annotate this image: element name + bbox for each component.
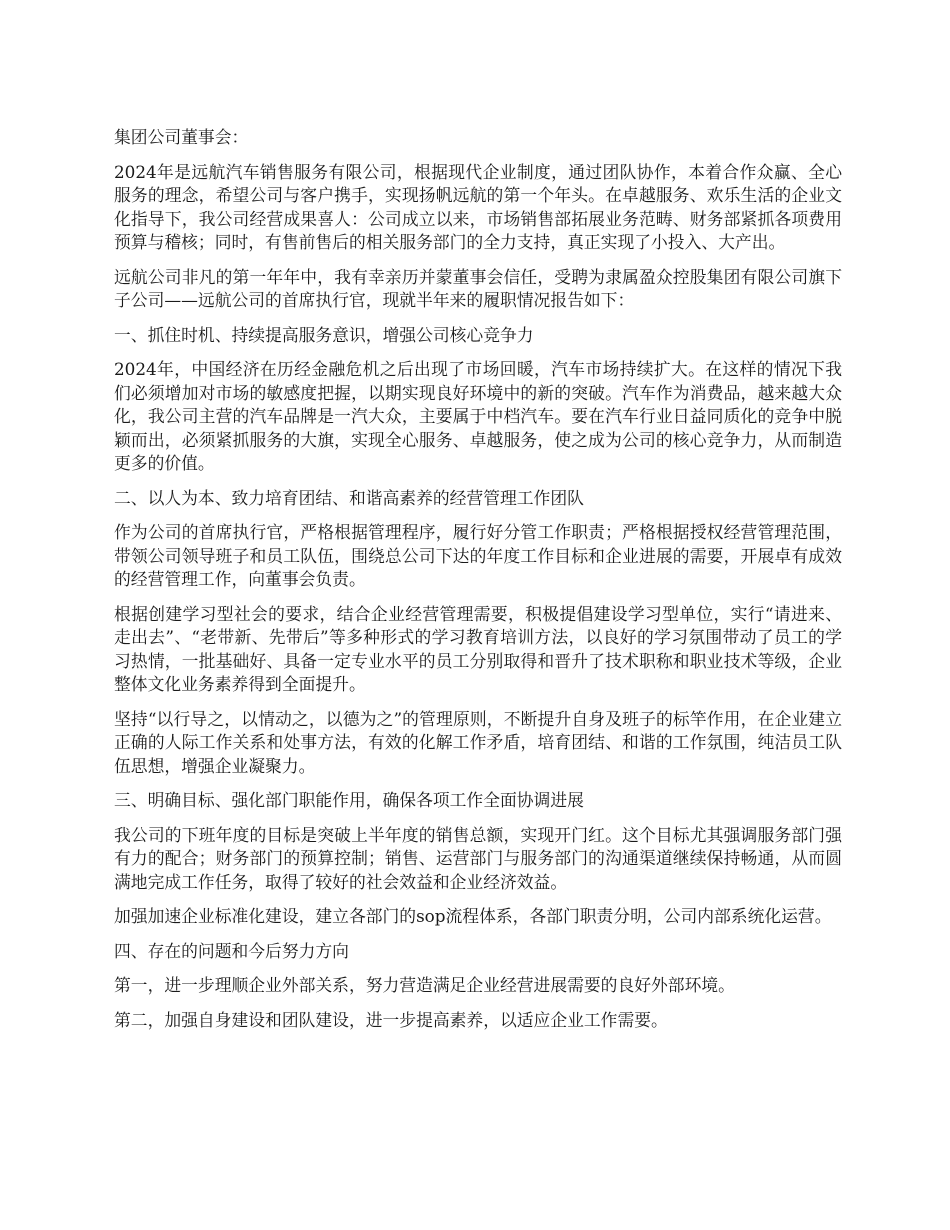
paragraph-direction-1: 第一，进一步理顺企业外部关系，努力营造满足企业经营进展需要的良好外部环境。 <box>114 975 735 995</box>
paragraph-goals: 我公司的下班年度的目标是突破上半年度的销售总额，实现开门红。这个目标尤其强调服务部门强有力的配合；财务部门的预算控制；销售、运营部门与服务部门的沟通渠道继续保持畅通，从而圆满地完成工作任务，取得了较好的社会效益和企业经济效益。 <box>114 824 842 892</box>
paragraph-ceo-duties: 作为公司的首席执行官，严格根据管理程序，履行好分管工作职责；严格根据授权经营管理范围，带领公司领导班子和员工队伍，围绕总公司下达的年度工作目标和企业进展的需要，开展卓有成效的经营管理工作，向董事会负责。 <box>114 522 842 589</box>
section-heading-1: 一、抓住时机、持续提高服务意识，增强公司核心竞争力 <box>114 324 534 345</box>
paragraph-market: 2024年，中国经济在历经金融危机之后出现了市场回暖，汽车市场持续扩大。在这样的情况下我们必须增加对市场的敏感度把握，以期实现良好环境中的新的突破。汽车作为消费品，越来越大众化，我公司主营的汽车品牌是一汽大众，主要属于中档汽车。要在汽车行业日益同质化的竞争中脱颖而出，必须紧抓服务的大旗，实现全心服务、卓越服务，使之成为公司的核心竞争力，从而制造更多的价值。 <box>114 359 842 473</box>
section-heading-3: 三、明确目标、强化部门职能作用，确保各项工作全面协调进展 <box>114 790 584 810</box>
paragraph-principles: 坚持“以行导之，以情动之，以德为之”的管理原则，不断提升自身及班子的标竿作用，在企业建立正确的人际工作关系和处事方法，有效的化解工作矛盾，培育团结、和谐的工作氛围，纯洁员工队伍思想，增强企业凝聚力。 <box>114 708 842 776</box>
paragraph-intro: 2024年是远航汽车销售服务有限公司，根据现代企业制度，通过团队协作，本着合作众赢、全心服务的理念，希望公司与客户携手，实现扬帆远航的第一个年头。在卓越服务、欢乐生活的企业文化指导下，我公司经营成果喜人：公司成立以来，市场销售部拓展业务范畴、财务部紧抓各项费用预算与稽核；同时，有售前售后的相关服务部门的全力支持，真正实现了小投入、大产出。 <box>114 161 842 252</box>
paragraph-learning: 根据创建学习型社会的要求，结合企业经营管理需要，积极提倡建设学习型单位，实行“请进来、走出去”、“老带新、先带后”等多种形式的学习教育培训方法，以良好的学习氛围带动了员工的学习热情，一批基础好、具备一定专业水平的员工分别取得和晋升了技术职称和职业技术等级，企业整体文化业务素养得到全面提升。 <box>114 603 842 694</box>
paragraph-appointment: 远航公司非凡的第一年年中，我有幸亲历并蒙董事会信任，受聘为隶属盈众控股集团有限公司旗下子公司——远航公司的首席执行官，现就半年来的履职情况报告如下： <box>114 266 842 310</box>
paragraph-standardization: 加强加速企业标准化建设，建立各部门的sop流程体系，各部门职责分明，公司内部系统化运营。 <box>114 906 832 926</box>
document-body <box>114 126 842 1043</box>
section-heading-4: 四、存在的问题和今后努力方向 <box>114 940 349 961</box>
section-heading-2: 二、以人为本、致力培育团结、和谐高素养的经营管理工作团队 <box>114 487 584 508</box>
salutation: 集团公司董事会： <box>114 127 249 147</box>
paragraph-direction-2: 第二，加强自身建设和团队建设，进一步提高素养，以适应企业工作需要。 <box>114 1009 668 1030</box>
